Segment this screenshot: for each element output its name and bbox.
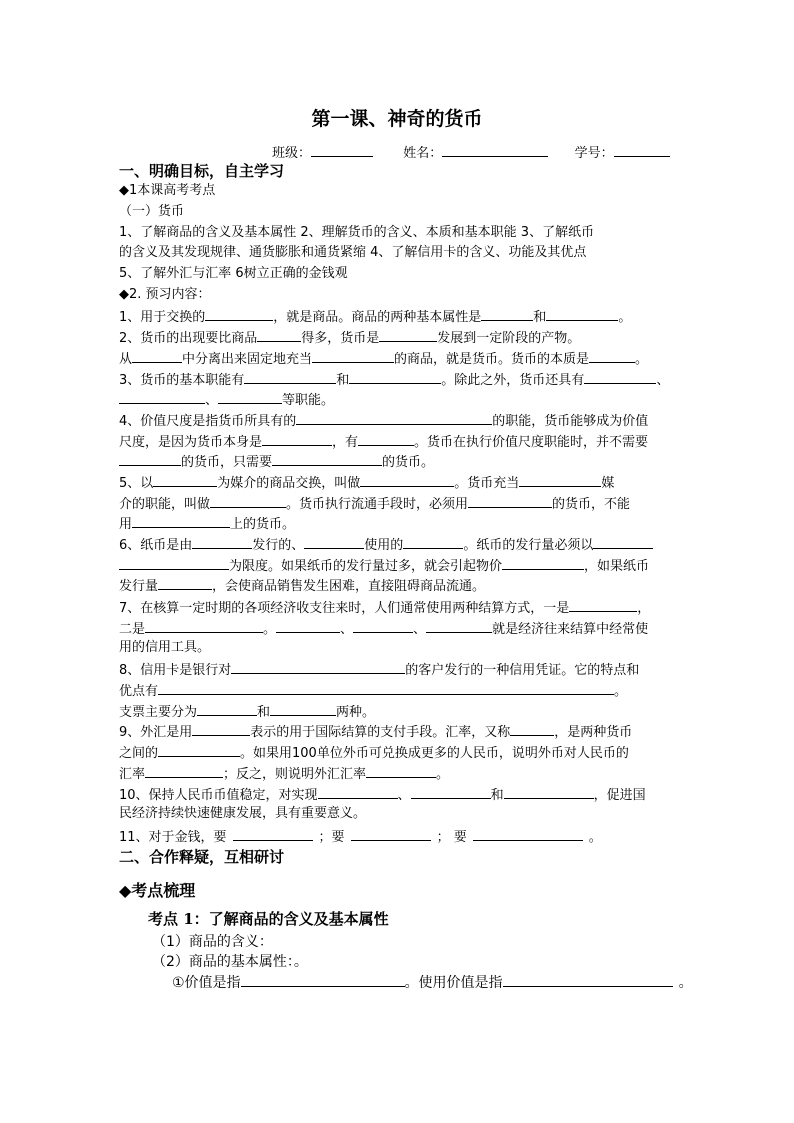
goal-line: 5、了解外汇与汇率 6树立正确的金钱观: [119, 266, 348, 281]
fill-blank[interactable]: [593, 535, 653, 549]
student-info-row: [272, 142, 670, 161]
exam-points-heading: ◆1本课高考考点: [119, 183, 216, 198]
fill-blank[interactable]: [205, 307, 273, 321]
fill-blank[interactable]: [504, 785, 594, 799]
name-label: 姓名：: [403, 146, 443, 161]
name-blank[interactable]: [442, 143, 548, 157]
question-8: 8、信用卡是银行对 的客户发行的一种信用凭证。它的特点和: [119, 660, 639, 679]
fill-blank[interactable]: [468, 494, 552, 508]
fill-blank[interactable]: [119, 556, 229, 570]
fill-blank[interactable]: [241, 972, 405, 987]
section-2-heading: 二、合作释疑，互相研讨: [119, 848, 285, 866]
question-9-cont: 之间的 。如果用100单位外币可兑换成更多的人民币，说明外币对人民币的: [119, 743, 629, 762]
question-10-cont: 民经济持续快速健康发展，具有重要意义。: [119, 806, 367, 821]
fill-blank[interactable]: [318, 785, 398, 799]
question-10: 10、保持人民币币值稳定，对实现 、 和 ，促进国: [119, 785, 646, 804]
question-3: 3、货币的基本职能有 和 。除此之外，货币还具有 、: [119, 370, 669, 389]
question-7-cont: 用的信用工具。: [119, 640, 211, 655]
question-7-cont: 二是 。 、 、 就是经济往来结算中经常使: [119, 619, 648, 638]
question-6-cont: 为限度。如果纸币的发行量过多，就会引起物价 ，如果纸币: [119, 556, 649, 575]
fill-blank[interactable]: [192, 535, 252, 549]
fill-blank[interactable]: [510, 722, 554, 736]
fill-blank[interactable]: [132, 514, 230, 528]
fill-blank[interactable]: [218, 390, 282, 404]
fill-blank[interactable]: [366, 764, 436, 778]
fill-blank[interactable]: [360, 473, 454, 487]
fill-blank[interactable]: [158, 681, 614, 695]
question-7: 7、在核算一定时期的各项经济收支往来时，人们通常使用两种结算方式，一是 ，: [119, 598, 650, 617]
question-2: 2、货币的出现要比商品 得多，货币是 发展到一定阶段的产物。: [119, 328, 580, 347]
preview-heading: ◆2. 预习内容：: [119, 287, 211, 302]
fill-blank[interactable]: [158, 743, 240, 757]
fill-blank[interactable]: [519, 473, 601, 487]
fill-blank[interactable]: [145, 764, 223, 778]
fill-blank[interactable]: [503, 972, 673, 987]
fill-blank[interactable]: [403, 535, 463, 549]
fill-blank[interactable]: [411, 785, 491, 799]
fill-blank[interactable]: [233, 827, 313, 841]
fill-blank[interactable]: [481, 307, 533, 321]
page-title: 第一课、神奇的货币: [311, 108, 483, 130]
fill-blank[interactable]: [257, 328, 301, 342]
key-point-1-title: 考点 1：了解商品的含义及基本属性: [148, 910, 389, 928]
fill-blank[interactable]: [272, 452, 382, 466]
goal-line: 的含义及其发现规律、通货膨胀和通货紧缩 4、了解信用卡的含义、功能及其优点: [119, 245, 587, 260]
fill-blank[interactable]: [132, 349, 182, 363]
id-label: 学号：: [574, 146, 614, 161]
key-point-1-value: ①价值是指 。使用价值是指 。: [172, 972, 693, 992]
question-5: 5、以 为媒介的商品交换，叫做 。货币充当 媒: [119, 473, 614, 492]
fill-blank[interactable]: [270, 702, 336, 716]
fill-blank[interactable]: [197, 702, 257, 716]
fill-blank[interactable]: [312, 349, 394, 363]
question-4: 4、价值尺度是指货币所具有的 的职能，货币能够成为价值: [119, 411, 648, 430]
fill-blank[interactable]: [262, 432, 332, 446]
question-5-cont: 介的职能，叫做 。货币执行流通手段时，必须用 的货币，不能: [119, 494, 630, 513]
fill-blank[interactable]: [296, 411, 492, 425]
fill-blank[interactable]: [304, 535, 364, 549]
fill-blank[interactable]: [210, 494, 286, 508]
fill-blank[interactable]: [358, 432, 414, 446]
fill-blank[interactable]: [276, 619, 340, 633]
id-blank[interactable]: [614, 143, 670, 157]
question-4-cont: 尺度，是因为货币本身是 ，有 。货币在执行价值尺度职能时，并不需要: [119, 432, 648, 451]
goal-line: 1、了解商品的含义及基本属性 2、理解货币的含义、本质和基本职能 3、了解纸币: [119, 225, 595, 240]
question-6: 6、纸币是由 发行的、 使用的 。纸币的发行量必须以: [119, 535, 653, 554]
question-9-cont: 汇率 ；反之，则说明外汇汇率 。: [119, 764, 449, 783]
fill-blank[interactable]: [584, 370, 656, 384]
question-9: 9、外汇是用 表示的用于国际结算的支付手段。汇率，又称 ，是两种货币: [119, 722, 632, 741]
fill-blank[interactable]: [192, 722, 250, 736]
fill-blank[interactable]: [351, 827, 431, 841]
fill-blank[interactable]: [546, 307, 618, 321]
question-11: 11、对于金钱，要 ；要 ； 要 。: [119, 827, 602, 846]
section-1-heading: 一、明确目标，自主学习: [119, 162, 285, 180]
key-points-heading: ◆考点梳理: [119, 881, 196, 900]
question-4-cont: 的货币，只需要 的货币。: [119, 452, 434, 471]
class-label: 班级：: [272, 146, 312, 161]
fill-blank[interactable]: [158, 576, 212, 590]
fill-blank[interactable]: [349, 370, 441, 384]
question-3-cont: 、 等职能。: [119, 390, 334, 409]
class-blank[interactable]: [311, 143, 373, 157]
question-6-cont: 发行量 ，会使商品销售发生困难，直接阻碍商品流通。: [119, 576, 485, 595]
fill-blank[interactable]: [473, 827, 583, 841]
fill-blank[interactable]: [153, 473, 217, 487]
fill-blank[interactable]: [569, 598, 637, 612]
question-1: 1、用于交换的 ，就是商品。商品的两种基本属性是 和 。: [119, 307, 631, 326]
category-money: （一）货币: [119, 204, 185, 219]
fill-blank[interactable]: [231, 660, 405, 674]
question-2-cont: 从 中分离出来固定地充当 的商品，就是货币。货币的本质是 。: [119, 349, 648, 368]
fill-blank[interactable]: [353, 619, 413, 633]
key-point-1-item: （1）商品的含义：: [152, 934, 273, 950]
fill-blank[interactable]: [426, 619, 492, 633]
fill-blank[interactable]: [244, 370, 336, 384]
fill-blank[interactable]: [379, 328, 437, 342]
fill-blank[interactable]: [119, 452, 181, 466]
question-8-cont: 优点有 。: [119, 681, 627, 700]
question-8-cont: 支票主要分为 和 两种。: [119, 702, 375, 721]
fill-blank[interactable]: [119, 390, 205, 404]
key-point-1-item: （2）商品的基本属性：。: [152, 954, 308, 970]
fill-blank[interactable]: [145, 619, 263, 633]
fill-blank[interactable]: [502, 556, 584, 570]
question-5-cont: 用 上的货币。: [119, 514, 295, 533]
fill-blank[interactable]: [589, 349, 635, 363]
